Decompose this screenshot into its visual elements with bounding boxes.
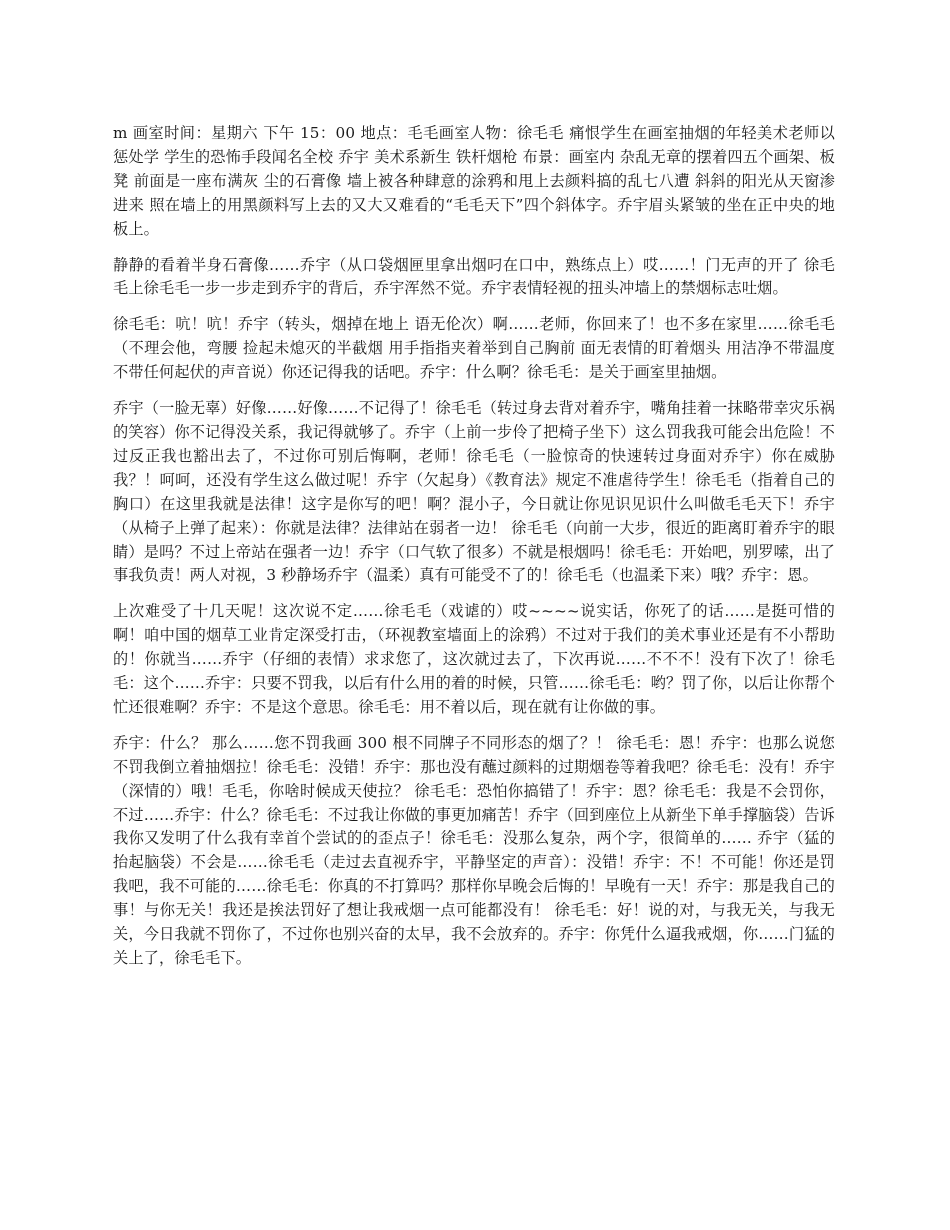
paragraph: 乔宇（一脸无辜）好像……好像……不记得了！徐毛毛（转过身去背对着乔宇，嘴角挂着一抹略带幸灾乐祸的笑容）你不记得没关系，我记得就够了。乔宇（上前一步伶了把椅子坐下）这么罚我我可能会出危险！不过反正我也豁出去了，不过你可别后悔啊，老师！徐毛毛（一脸惊奇的快速转过身面对乔宇）你在威胁我？！呵呵，还没有学生这么做过呢！乔宇（欠起身）《教育法》规定不准虐待学生！徐毛毛（指着自己的胸口）在这里我就是法律！这字是你写的吧！啊？混小子，今日就让你见识见识什么叫做毛毛天下！乔宇（从椅子上弹了起来）：你就是法律？法律站在弱者一边！ 徐毛毛（向前一大步，很近的距离盯着乔宇的眼睛）是吗？不过上帝站在强者一边！乔宇（口气软了很多）不就是根烟吗！徐毛毛：开始吧，别罗嗦，出了事我负责！两人对视，3 秒静场乔宇（温柔）真有可能受不了的！徐毛毛（也温柔下来）哦？乔宇：恩。 bbox=[113, 399, 835, 585]
paragraph: 徐毛毛：吭！吭！乔宇（转头，烟掉在地上 语无伦次）啊……老师，你回来了！也不多在家里……徐毛毛 （不理会他，弯腰 捡起未熄灭的半截烟 用手指指夹着举到自己胸前 面无表情的盯着烟头 用洁净不带温度不带任何起伏的声音说）你还记得我的话吧。乔宇：什么啊？徐毛毛：是关于画室里抽烟。 bbox=[113, 315, 835, 382]
paragraph: 静静的看着半身石膏像……乔宇（从口袋烟匣里拿出烟叼在口中，熟练点上）哎……！门无声的开了 徐毛毛上徐毛毛一步一步走到乔宇的背后，乔宇浑然不觉。乔宇表情轻视的扭头冲墙上的禁烟标志吐烟。 bbox=[113, 255, 835, 298]
paragraph: 上次难受了十几天呢！这次说不定……徐毛毛（戏谑的）哎~~~~说实话，你死了的话……是挺可惜的啊！咱中国的烟草工业肯定深受打击，（环视教室墙面上的涂鸦）不过对于我们的美术事业还是有不小帮助的！你就当……乔宇（仔细的表情）求求您了，这次就过去了，下次再说……不不不！没有下次了！徐毛毛：这个……乔宇：只要不罚我，以后有什么用的着的时候，只管……徐毛毛：哟？罚了你，以后让你帮个忙还很难啊？乔宇：不是这个意思。徐毛毛：用不着以后，现在就有让你做的事。 bbox=[113, 602, 835, 716]
paragraph: 乔宇：什么？ 那么……您不罚我画 300 根不同牌子不同形态的烟了？！ 徐毛毛：恩！乔宇：也那么说您不罚我倒立着抽烟拉！徐毛毛：没错！乔宇：那也没有蘸过颜料的过期烟卷等着我吧？徐毛毛：没有！乔宇（深情的）哦！毛毛，你啥时候成天使拉？ 徐毛毛：恐怕你搞错了！乔宇：恩？徐毛毛：我是不会罚你，不过……乔宇：什么？徐毛毛：不过我让你做的事更加痛苦！乔宇（回到座位上从新坐下单手撑脑袋）告诉我你又发明了什么我有幸首个尝试的的歪点子！徐毛毛：没那么复杂，两个字，很简单的…… 乔宇（猛的抬起脑袋）不会是……徐毛毛（走过去直视乔宇，平静坚定的声音）：没错！乔宇：不！不可能！你还是罚我吧，我不可能的……徐毛毛：你真的不打算吗？那样你早晚会后悔的！早晚有一天！乔宇：那是我自己的事！与你无关！我还是挨法罚好了想让我戒烟一点可能都没有！ 徐毛毛：好！说的对，与我无关，与我无关，今日我就不罚你了，不过你也别兴奋的太早，我不会放弃的。乔宇：你凭什么逼我戒烟，你……门猛的关上了，徐毛毛下。 bbox=[113, 733, 835, 967]
document-body bbox=[113, 122, 835, 983]
paragraph: m 画室时间：星期六 下午 15：00 地点：毛毛画室人物：徐毛毛 痛恨学生在画室抽烟的年轻美术老师以惩处学 学生的恐怖手段闻名全校 乔宇 美术系新生 铁杆烟枪 布景：画室内 杂乱无章的摆着四五个画架、板凳 前面是一座布满灰 尘的石膏像 墙上被各种肆意的涂鸦和甩上去颜料搞的乱七八遭 斜斜的阳光从天窗渗进来 照在墙上的用黑颜料写上去的又大又难看的“毛毛天下”四个斜体字。乔宇眉头紧皱的坐在正中央的地板上。 bbox=[113, 124, 835, 238]
